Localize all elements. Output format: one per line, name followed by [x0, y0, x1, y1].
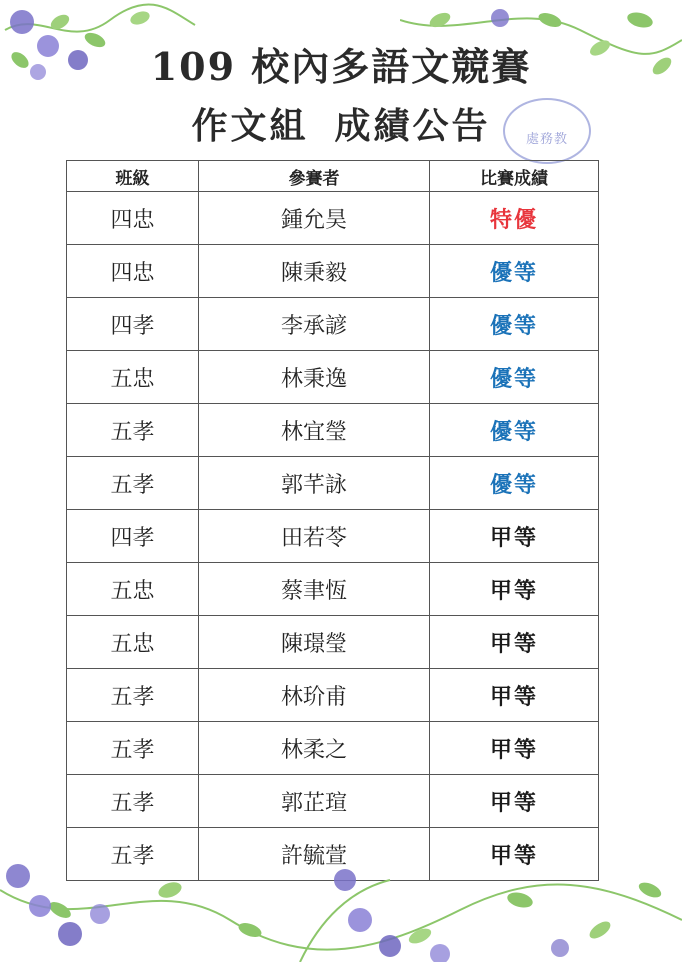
table-header-row — [67, 161, 599, 192]
column-header-grade: 比賽成績 — [430, 161, 599, 192]
results-table — [66, 160, 599, 881]
table-row — [67, 616, 599, 669]
row-class: 五忠 — [67, 563, 199, 616]
row-grade: 甲等 — [430, 722, 599, 775]
table-row — [67, 457, 599, 510]
subtitle-category: 作文組 — [191, 105, 309, 147]
row-participant: 林秉逸 — [199, 351, 430, 404]
row-grade: 優等 — [430, 404, 599, 457]
column-header-class: 班級 — [67, 161, 199, 192]
row-participant: 蔡聿恆 — [199, 563, 430, 616]
table-row — [67, 351, 599, 404]
table-row — [67, 775, 599, 828]
row-grade: 甲等 — [430, 828, 599, 881]
column-header-participant: 參賽者 — [199, 161, 430, 192]
row-grade: 甲等 — [430, 775, 599, 828]
row-grade: 甲等 — [430, 563, 599, 616]
row-grade: 優等 — [430, 298, 599, 351]
row-class: 五孝 — [67, 775, 199, 828]
row-class: 四孝 — [67, 510, 199, 563]
row-participant: 鍾允昊 — [199, 192, 430, 245]
subtitle-announcement: 成績公告 — [334, 105, 491, 147]
row-grade: 優等 — [430, 245, 599, 298]
row-grade: 優等 — [430, 351, 599, 404]
row-participant: 林宜瑩 — [199, 404, 430, 457]
row-grade: 甲等 — [430, 616, 599, 669]
table-row — [67, 510, 599, 563]
table-row — [67, 828, 599, 881]
row-class: 五忠 — [67, 616, 199, 669]
table-row — [67, 245, 599, 298]
row-participant: 陳璟瑩 — [199, 616, 430, 669]
row-class: 四忠 — [67, 245, 199, 298]
page-title: 109 校內多語文競賽 — [150, 44, 532, 89]
row-grade: 特優 — [430, 192, 599, 245]
row-grade: 甲等 — [430, 669, 599, 722]
row-class: 五孝 — [67, 669, 199, 722]
row-participant: 林玠甫 — [199, 669, 430, 722]
row-participant: 陳秉毅 — [199, 245, 430, 298]
table-row — [67, 298, 599, 351]
row-class: 五孝 — [67, 457, 199, 510]
table-row — [67, 669, 599, 722]
row-class: 五孝 — [67, 828, 199, 881]
row-class: 四孝 — [67, 298, 199, 351]
table-row — [67, 722, 599, 775]
row-participant: 許毓萱 — [199, 828, 430, 881]
row-participant: 郭芊詠 — [199, 457, 430, 510]
row-participant: 李承諺 — [199, 298, 430, 351]
row-participant: 林柔之 — [199, 722, 430, 775]
row-class: 五孝 — [67, 722, 199, 775]
row-class: 五忠 — [67, 351, 199, 404]
table-row — [67, 563, 599, 616]
row-grade: 甲等 — [430, 510, 599, 563]
table-row — [67, 192, 599, 245]
row-class: 五孝 — [67, 404, 199, 457]
row-class: 四忠 — [67, 192, 199, 245]
table-row — [67, 404, 599, 457]
row-participant: 郭芷瑄 — [199, 775, 430, 828]
row-grade: 優等 — [430, 457, 599, 510]
official-seal: 處務教 — [503, 98, 591, 164]
row-participant: 田若苓 — [199, 510, 430, 563]
